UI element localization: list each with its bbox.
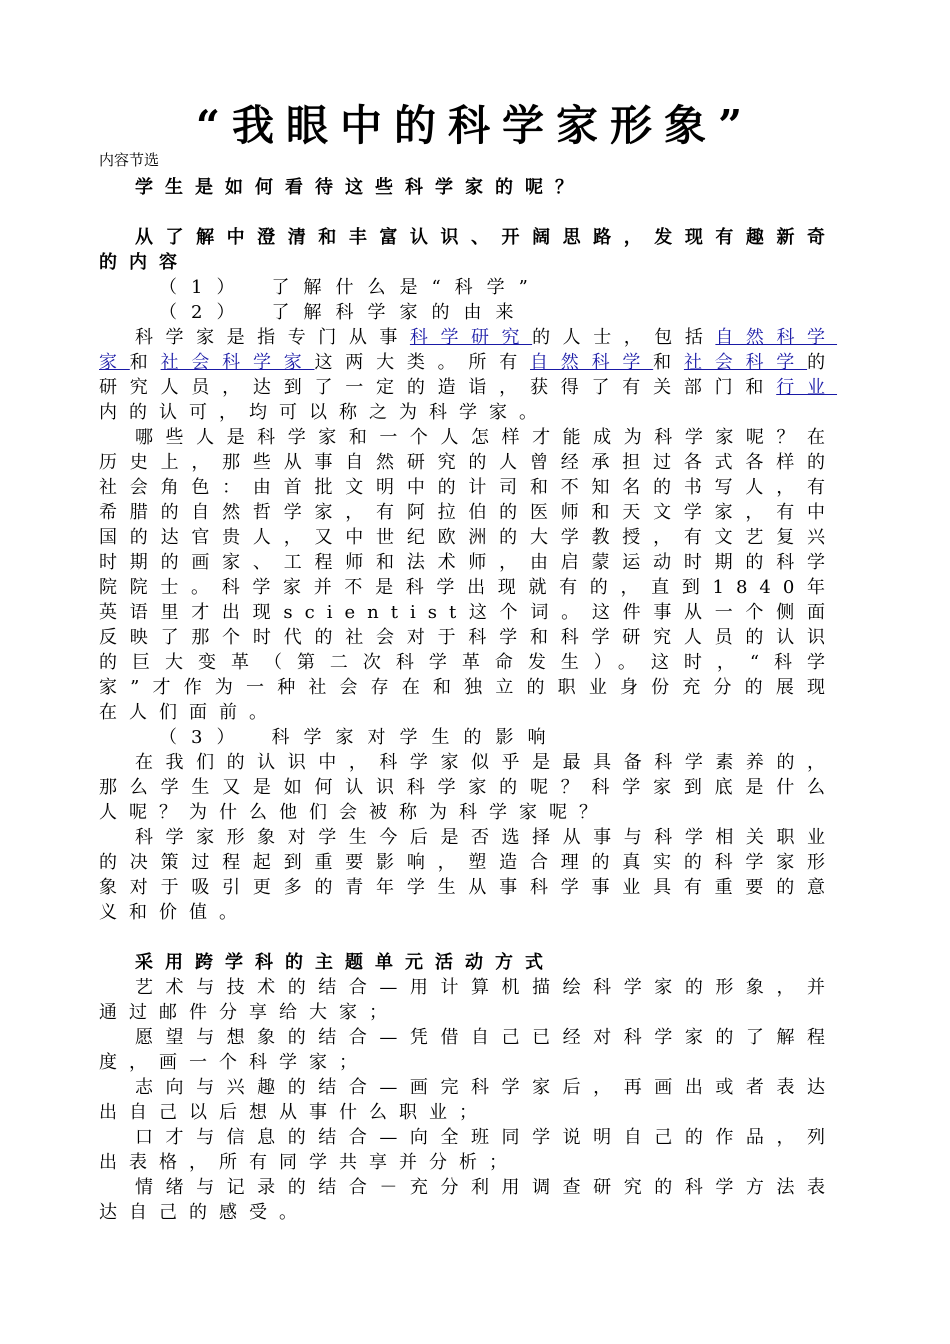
paragraph-history: 哪些人是科学家和一个人怎样才能成为科学家呢？在历史上，那些从事自然研究的人曾经承担过各式各样的社会角色：由首批文明中的计司和不知名的书写人，有希腊的自然哲学家，有阿拉伯的医师和天文学家，有中国的达官贵人，又中世纪欧洲的大学教授，有文艺复兴时期的画家、工程师和法术师，由启蒙运动时期的科学院院士。科学家并不是科学出现就有的，直到1840年英语里才出现scientist这个词。这件事从一个侧面反映了那个时代的社会对于科学和科学研究人员的认识的巨大变革（第二次科学革命发生）。这时，“科学家”才作为一种社会存在和独立的职业身份充分的展现在人们面前。 (99, 427, 837, 723)
activity-item: 艺术与技术的结合—用计算机描绘科学家的形象，并通过邮件分享给大家； (99, 977, 837, 1023)
link-industry[interactable]: 行业 (776, 377, 838, 398)
section-heading-2: 采用跨学科的主题单元活动方式 (135, 952, 555, 973)
activity-item: 情绪与记录的结合－充分利用调查研究的科学方法表达自己的感受。 (99, 1177, 837, 1223)
link-scientific-research[interactable]: 科学研究 (409, 327, 533, 348)
activity-item: 愿望与想象的结合—凭借自己已经对科学家的了解程度，画一个科学家； (99, 1027, 837, 1073)
activity-item: 志向与兴趣的结合—画完科学家后，再画出或者表达出自己以后想从事什么职业； (99, 1077, 837, 1123)
link-social-science[interactable]: 社会科学 (683, 352, 808, 373)
document-title: “我眼中的科学家形象” (195, 101, 755, 150)
activity-item: 口才与信息的结合—向全班同学说明自己的作品，列出表格，所有同学共享并分析； (99, 1127, 837, 1173)
paragraph-influence: 在我们的认识中，科学家似乎是最具备科学素养的，那么学生又是如何认识科学家的呢？科学家到底是什么人呢？为什么他们会被称为科学家呢？ (99, 752, 837, 823)
list-item-2: （2） 了解科学家的由来 (159, 302, 528, 323)
question-heading: 学生是如何看待这些科学家的呢？ (135, 177, 585, 198)
list-item-3: （3） 科学家对学生的影响 (159, 727, 560, 748)
paragraph-definition: 科学家是指专门从事科学研究的人士，包括自然科学家和社会科学家这两大类。所有自然科学和社会科学的研究人员，达到了一定的造诣，获得了有关部门和行业内的认可，均可以称之为科学家。 (99, 327, 838, 423)
link-social-scientist[interactable]: 社会科学家 (160, 352, 315, 373)
list-item-1: （1） 了解什么是“科学” (159, 277, 542, 298)
section-tag: 内容节选 (99, 151, 160, 169)
paragraph-significance: 科学家形象对学生今后是否选择从事与科学相关职业的决策过程起到重要影响，塑造合理的真实的科学家形象对于吸引更多的青年学生从事科学事业具有重要的意义和价值。 (99, 827, 837, 923)
section-heading-1: 从了解中澄清和丰富认识、开阔思路，发现有趣新奇的内容 (99, 227, 837, 273)
link-natural-science[interactable]: 自然科学 (530, 352, 654, 373)
link-natural-scientist[interactable]: 自然科学家 (99, 327, 838, 373)
